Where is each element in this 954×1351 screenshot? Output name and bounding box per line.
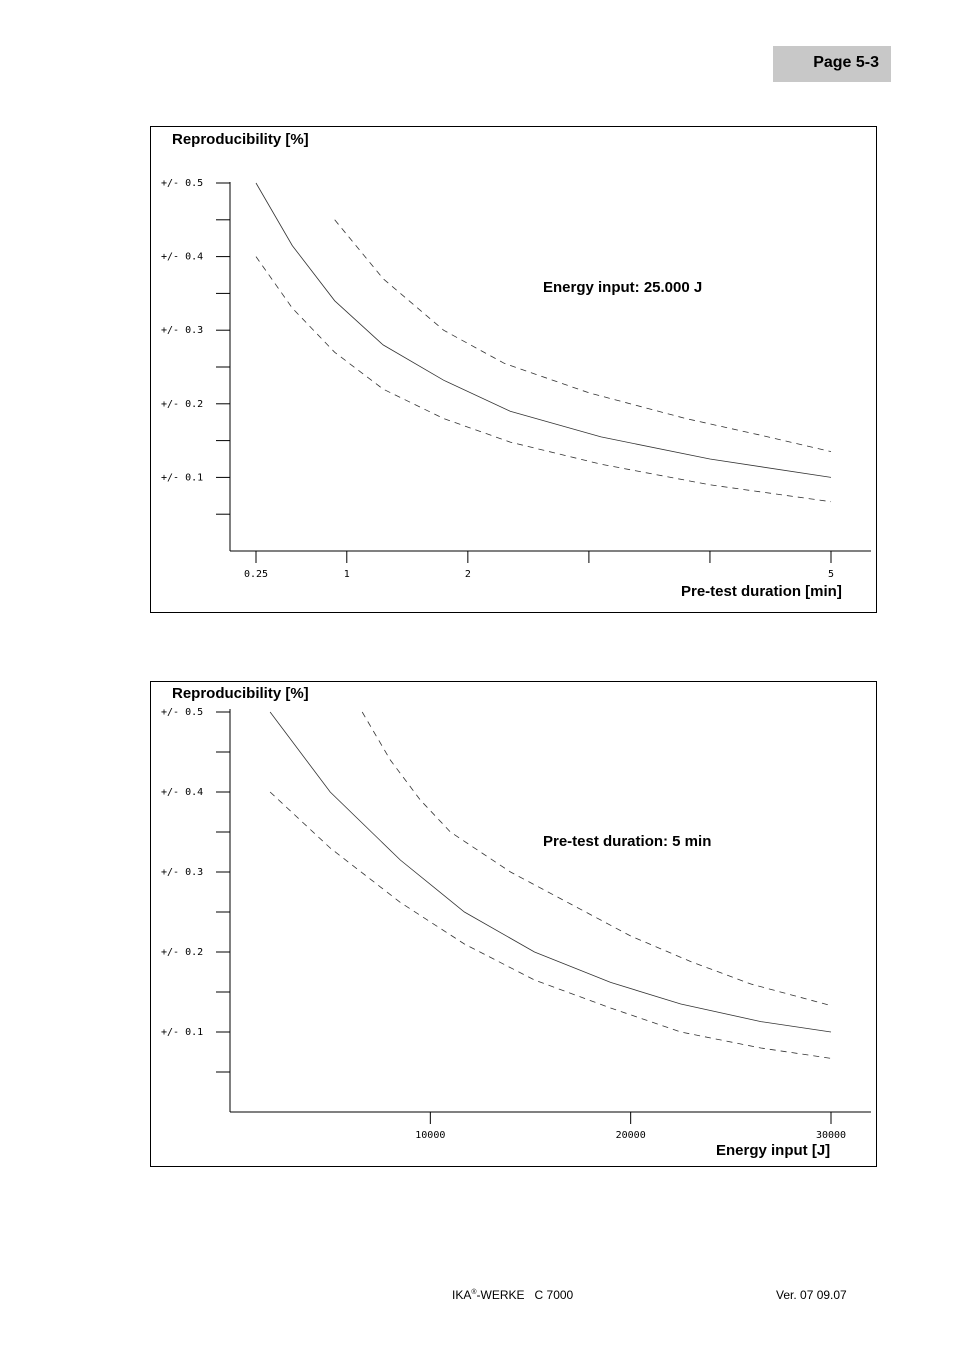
x-tick-label: 20000 xyxy=(615,1130,646,1141)
y-tick-label: +/- 0.4 xyxy=(161,787,204,798)
x-tick-label: 5 xyxy=(827,569,835,580)
chart-pretest-duration xyxy=(150,126,877,613)
chart-energy-input xyxy=(150,681,877,1167)
y-tick-label: +/- 0.2 xyxy=(161,398,204,410)
registered-mark: ® xyxy=(471,1289,477,1296)
y-tick-label: +/- 0.1 xyxy=(161,1027,204,1038)
series-dashed-line xyxy=(362,712,831,1006)
y-tick-label: +/- 0.4 xyxy=(161,251,204,263)
y-tick-label: +/- 0.2 xyxy=(161,947,204,958)
series-solid-line xyxy=(270,712,831,1032)
footer-product: -WERKE C 7000 xyxy=(476,1288,574,1302)
x-tick-label: 1 xyxy=(343,569,350,580)
chart-2-ylabel: Reproducibility [%] xyxy=(172,685,309,702)
chart-1-ylabel: Reproducibility [%] xyxy=(172,131,309,148)
footer-brand xyxy=(452,1288,573,1302)
chart-1-plot xyxy=(151,127,878,614)
x-tick-label: 30000 xyxy=(815,1130,847,1141)
chart-1-xlabel: Pre-test duration [min] xyxy=(681,583,842,600)
x-tick-label: 10000 xyxy=(415,1130,446,1141)
chart-2-xlabel: Energy input [J] xyxy=(716,1142,831,1159)
chart-2-annotation: Pre-test duration: 5 min xyxy=(543,833,712,850)
series-solid-line xyxy=(256,183,831,477)
page-number-badge xyxy=(773,46,891,82)
chart-2-plot xyxy=(151,682,878,1168)
y-tick-label: +/- 0.5 xyxy=(161,707,204,718)
y-tick-label: +/- 0.1 xyxy=(161,472,204,484)
footer-brand-name: IKA xyxy=(452,1288,472,1302)
series-dashed-line xyxy=(335,220,831,452)
y-tick-label: +/- 0.3 xyxy=(161,325,204,337)
page-number-label: Page 5-3 xyxy=(813,54,879,71)
x-tick-label: 0.25 xyxy=(243,569,269,580)
footer-version: Ver. 07 09.07 xyxy=(776,1288,847,1302)
y-tick-label: +/- 0.3 xyxy=(161,867,204,878)
chart-1-annotation: Energy input: 25.000 J xyxy=(543,279,703,296)
x-tick-label: 2 xyxy=(464,569,471,580)
y-tick-label: +/- 0.5 xyxy=(161,178,204,189)
